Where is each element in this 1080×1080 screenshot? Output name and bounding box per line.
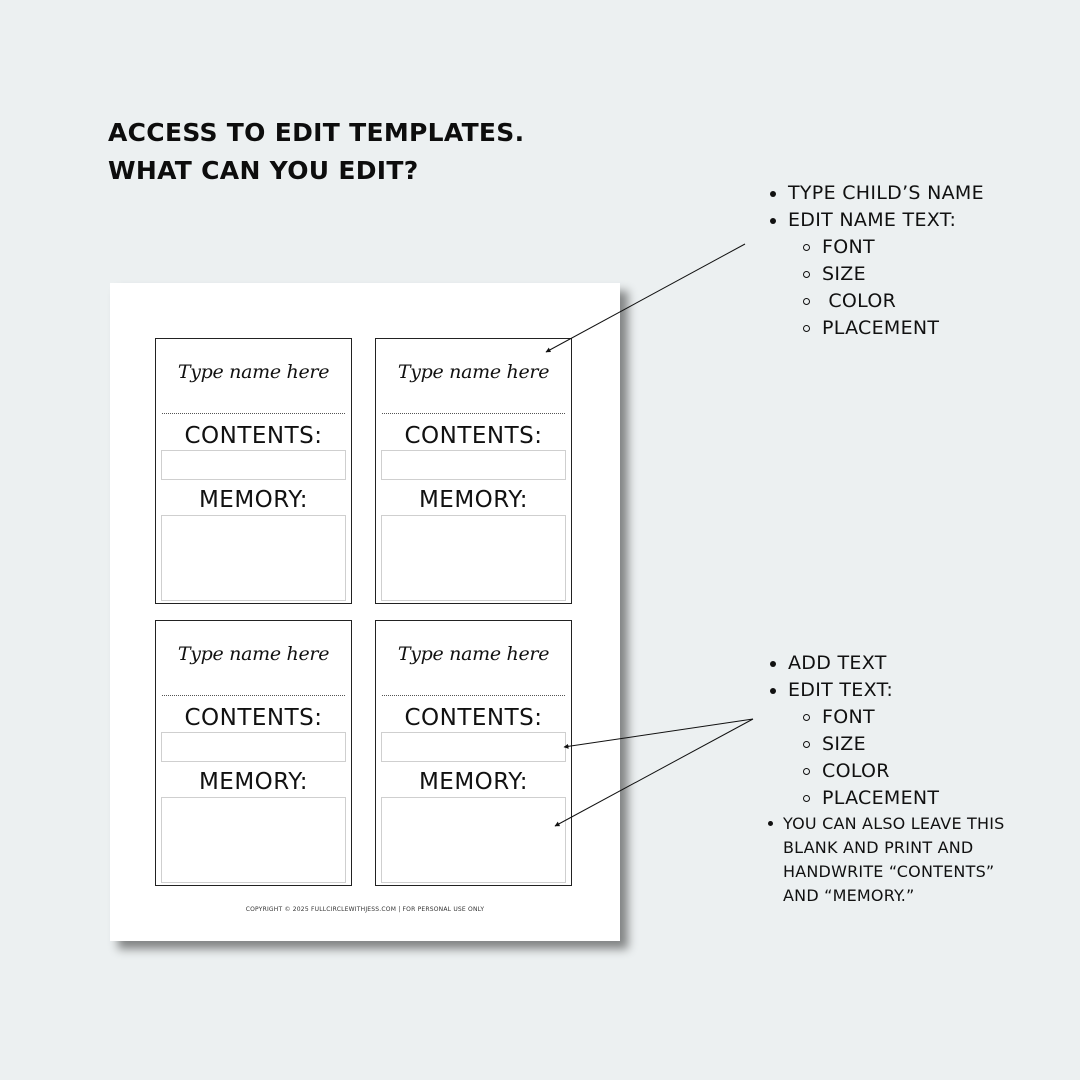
title-line-1: ACCESS TO EDIT TEMPLATES. [108, 118, 525, 147]
name-placeholder[interactable]: Type name here [177, 643, 330, 665]
dotted-divider [382, 413, 565, 414]
name-edit-notes [765, 180, 984, 342]
text-edit-notes [765, 650, 1033, 908]
page-title [108, 114, 524, 190]
contents-box[interactable] [381, 732, 566, 762]
note-subitem: SIZE [765, 731, 1033, 758]
title-line-2: WHAT CAN YOU EDIT? [108, 156, 419, 185]
note-subitem: COLOR [765, 758, 1033, 785]
label-card [375, 338, 572, 604]
note-subitem: FONT [765, 704, 1033, 731]
memory-label: MEMORY: [198, 769, 309, 795]
name-placeholder[interactable]: Type name here [397, 361, 550, 383]
contents-label: CONTENTS: [184, 705, 323, 731]
note-subitem: COLOR [765, 288, 984, 315]
note-item: ADD TEXT [765, 650, 1033, 677]
contents-box[interactable] [161, 732, 346, 762]
note-item: EDIT NAME TEXT: [765, 207, 984, 234]
name-placeholder[interactable]: Type name here [177, 361, 330, 383]
name-placeholder[interactable]: Type name here [397, 643, 550, 665]
note-item: TYPE CHILD’S NAME [765, 180, 984, 207]
dotted-divider [382, 695, 565, 696]
template-sheet [110, 283, 620, 941]
note-item: EDIT TEXT: [765, 677, 1033, 704]
label-card [375, 620, 572, 886]
contents-label: CONTENTS: [184, 423, 323, 449]
note-subitem: SIZE [765, 261, 984, 288]
memory-label: MEMORY: [198, 487, 309, 513]
dotted-divider [162, 413, 345, 414]
note-subitem: FONT [765, 234, 984, 261]
contents-box[interactable] [161, 450, 346, 480]
note-subitem: PLACEMENT [765, 315, 984, 342]
note-subitem: PLACEMENT [765, 785, 1033, 812]
contents-box[interactable] [381, 450, 566, 480]
contents-label: CONTENTS: [404, 423, 543, 449]
label-card [155, 338, 352, 604]
memory-label: MEMORY: [418, 487, 529, 513]
note-extra: YOU CAN ALSO LEAVE THIS BLANK AND PRINT AND HANDWRITE “CONTENTS” AND “MEMORY.” [765, 812, 1033, 908]
memory-box[interactable] [161, 515, 346, 601]
copyright-footer: COPYRIGHT © 2025 FULLCIRCLEWITHJESS.COM | FOR PERSONAL USE ONLY [245, 906, 485, 913]
dotted-divider [162, 695, 345, 696]
label-card [155, 620, 352, 886]
contents-label: CONTENTS: [404, 705, 543, 731]
memory-box[interactable] [381, 797, 566, 883]
memory-box[interactable] [381, 515, 566, 601]
memory-label: MEMORY: [418, 769, 529, 795]
memory-box[interactable] [161, 797, 346, 883]
